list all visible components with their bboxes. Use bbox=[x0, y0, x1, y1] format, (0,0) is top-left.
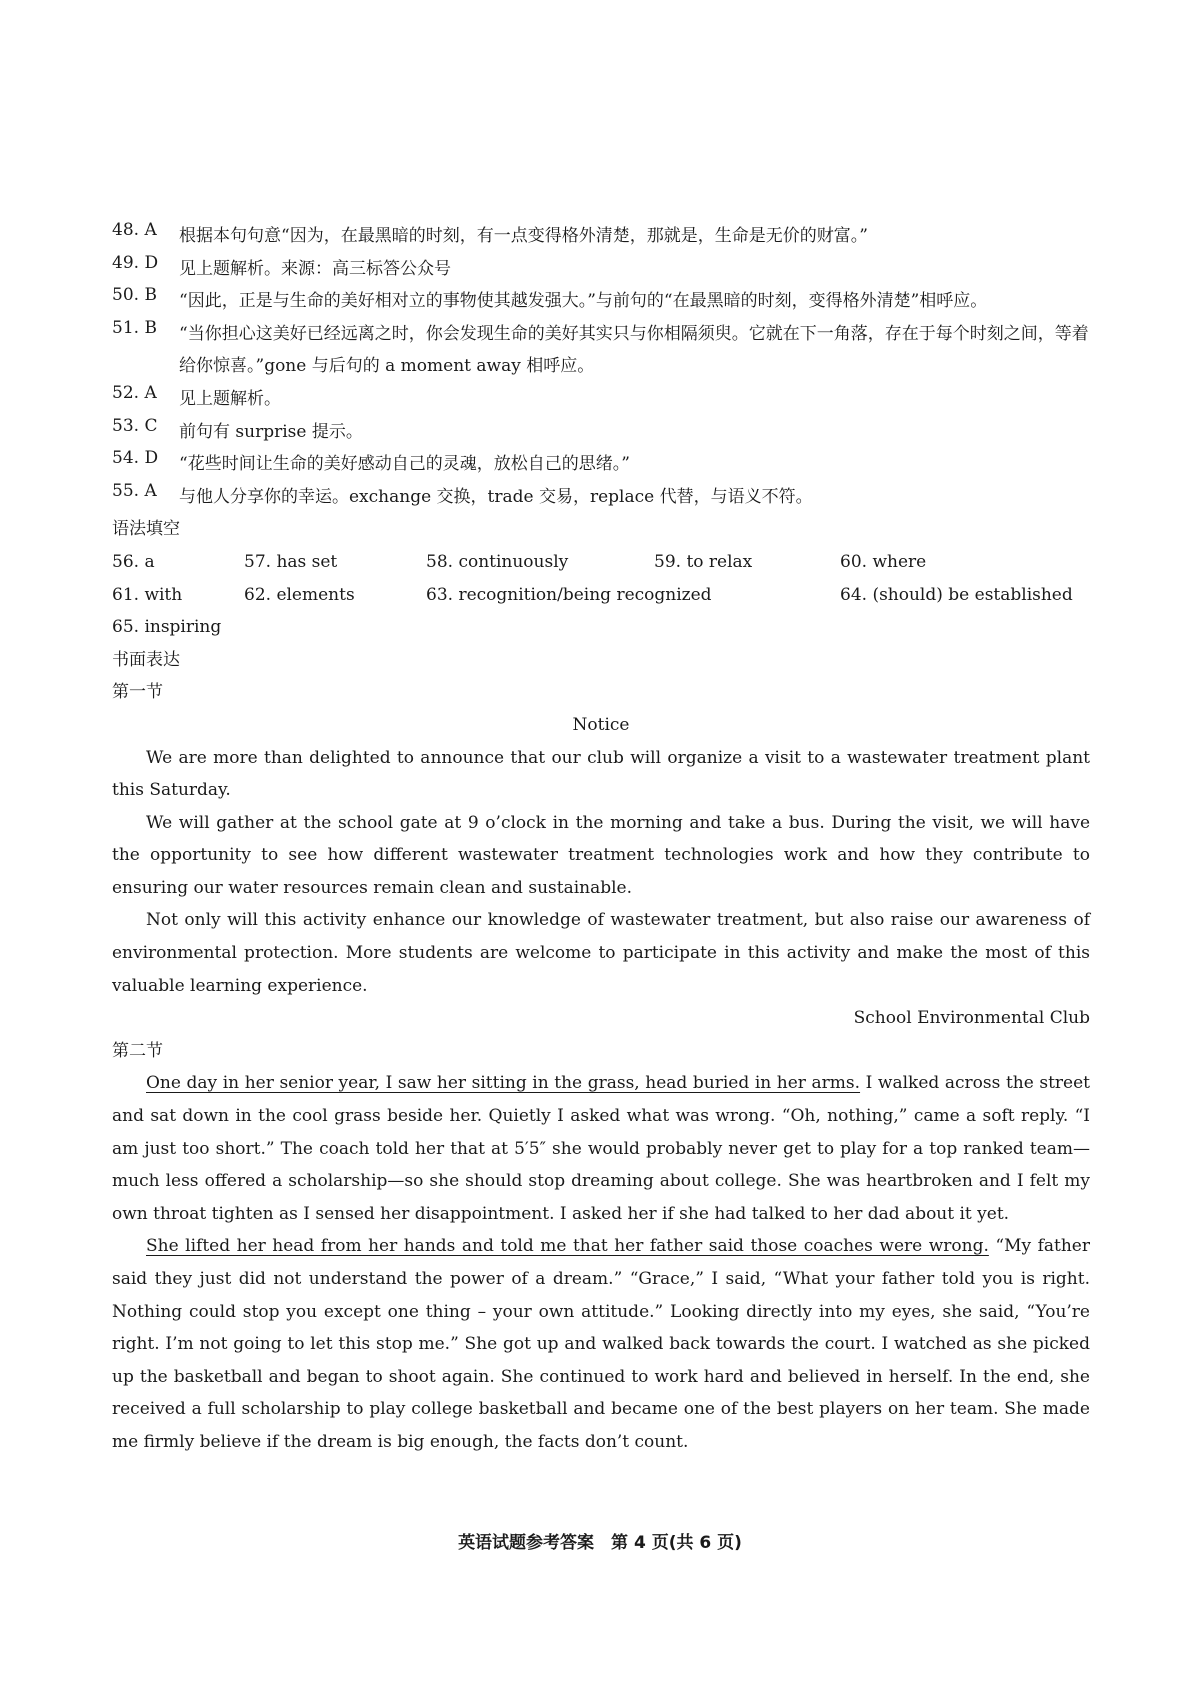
grammar-answer: 61. with bbox=[112, 584, 183, 605]
answer-number: 54. D bbox=[112, 448, 159, 469]
answer-item bbox=[112, 383, 1090, 416]
grammar-answer: 59. to relax bbox=[654, 551, 753, 572]
answer-item bbox=[112, 220, 1090, 253]
answer-number: 50. B bbox=[112, 285, 157, 306]
grammar-answer: 62. elements bbox=[244, 584, 355, 605]
section-two-heading: 第二节 bbox=[112, 1040, 163, 1061]
grammar-answer: 65. inspiring bbox=[112, 617, 222, 638]
answer-number: 55. A bbox=[112, 480, 157, 501]
answer-explanation: 前句有 surprise 提示。 bbox=[179, 421, 363, 442]
page-content bbox=[112, 220, 1090, 1459]
grammar-answer: 58. continuously bbox=[426, 551, 569, 572]
grammar-answer: 64. (should) be established bbox=[840, 584, 1073, 605]
story-paragraph bbox=[112, 1230, 1090, 1458]
story-text: I walked across the street and sat down in the cool grass beside her. Quietly I asked what was wrong. “Oh, nothing,” came a soft reply. “I am just too short.” The coach told her that at 5′5″ she would probably never get to play for a top ranked team— much less offered a scholarship—so she should stop dreaming about college. She was heartbroken and I felt my own throat tighten as I sensed her disappointment. I asked her if she had talked to her dad about it yet. bbox=[112, 1073, 1091, 1224]
notice-paragraph: We are more than delighted to announce that our club will organize a visit to a wastewater treatment plant this Saturday. bbox=[112, 747, 1090, 801]
answer-explanation: “花些时间让生命的美好感动自己的灵魂，放松自己的思绪。” bbox=[179, 454, 630, 475]
answer-explanation: 与他人分享你的幸运。exchange 交换，trade 交易，replace 代替，与语义不符。 bbox=[179, 486, 813, 507]
section-one-heading: 第一节 bbox=[112, 682, 163, 703]
answer-explanation: 见上题解析。来源：高三标答公众号 bbox=[179, 258, 451, 279]
answer-item bbox=[112, 481, 1090, 514]
answer-number: 52. A bbox=[112, 382, 157, 403]
given-opening-sentence: She lifted her head from her hands and told me that her father said those coaches were wrong. bbox=[146, 1236, 989, 1257]
notice-signature: School Environmental Club bbox=[853, 1008, 1090, 1029]
story-text: “My father said they just did not understand the power of a dream.” “Grace,” I said, “What your father told you is right. Nothing could stop you except one thing – your own attitude.” Looking directly into my eyes, she said, “You’re right. I’m not going to let this stop me.” She got up and walked back towards the court. I watched as she picked up the basketball and began to shoot again. She continued to work hard and believed in herself. In the end, she received a full scholarship to play college basketball and became one of the best players on her team. She made me firmly believe if the dream is big enough, the facts don’t count. bbox=[112, 1236, 1090, 1452]
grammar-answer: 56. a bbox=[112, 551, 155, 572]
notice-paragraph: Not only will this activity enhance our knowledge of wastewater treatment, but also raise our awareness of environmental protection. More students are welcome to participate in this activity and make the most of this valuable learning experience. bbox=[112, 910, 1090, 996]
answer-item bbox=[112, 285, 1090, 318]
answer-number: 51. B bbox=[112, 317, 157, 338]
given-opening-sentence: One day in her senior year, I saw her sitting in the grass, head buried in her arms. bbox=[146, 1073, 861, 1094]
notice-paragraph: We will gather at the school gate at 9 o’clock in the morning and take a bus. During the visit, we will have the opportunity to see how different wastewater treatment technologies work and how they contribute to ensuring our water resources remain clean and sustainable. bbox=[112, 812, 1090, 898]
answer-explanation: 见上题解析。 bbox=[179, 388, 281, 409]
answer-explanation: “当你担心这美好已经远离之时，你会发现生命的美好其实只与你相隔须臾。它就在下一角落，存在于每个时刻之间，等着给你惊喜。”gone 与后句的 a moment away 相呼应。 bbox=[179, 323, 1089, 377]
answer-item bbox=[112, 416, 1090, 449]
grammar-answer: 63. recognition/being recognized bbox=[426, 584, 712, 605]
answer-explanation: 根据本句句意“因为，在最黑暗的时刻，有一点变得格外清楚，那就是，生命是无价的财富。” bbox=[179, 226, 868, 246]
answer-item bbox=[112, 318, 1090, 383]
grammar-answer: 57. has set bbox=[244, 551, 338, 572]
answer-explanation: “因此，正是与生命的美好相对立的事物使其越发强大。”与前句的“在最黑暗的时刻，变得格外清楚”相呼应。 bbox=[179, 291, 988, 312]
answer-number: 53. C bbox=[112, 415, 158, 436]
answer-number: 49. D bbox=[112, 252, 159, 273]
answer-item bbox=[112, 448, 1090, 481]
answer-item bbox=[112, 253, 1090, 286]
writing-heading: 书面表达 bbox=[112, 649, 180, 670]
grammar-answer-row bbox=[112, 546, 1090, 579]
story-paragraph bbox=[112, 1067, 1090, 1230]
page-footer: 英语试题参考答案 第 4 页(共 6 页) bbox=[458, 1533, 742, 1553]
grammar-answer: 60. where bbox=[840, 551, 927, 572]
grammar-answer-row bbox=[112, 579, 1090, 612]
notice-title: Notice bbox=[572, 714, 630, 735]
grammar-heading: 语法填空 bbox=[112, 519, 180, 540]
answer-number: 48. A bbox=[112, 220, 157, 240]
